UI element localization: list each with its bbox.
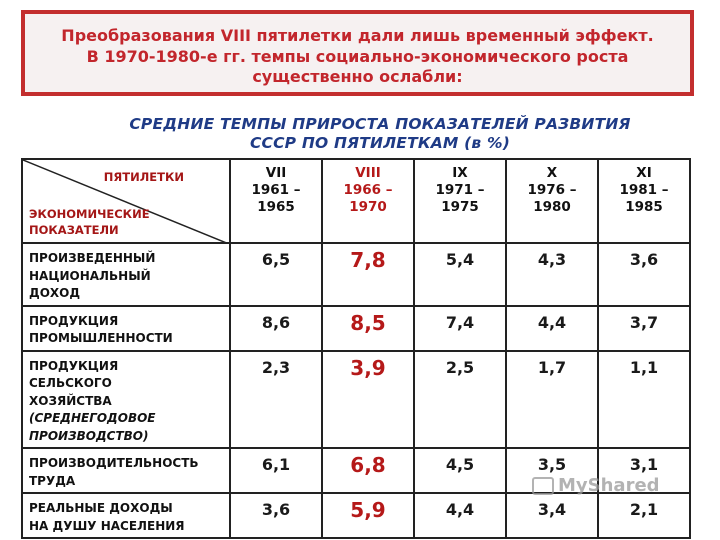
corner-periods-label: ПЯТИЛЕТКИ <box>103 170 184 184</box>
period-number: XI <box>636 165 652 181</box>
row-label-line: ПРОИЗВЕДЕННЫЙ <box>29 251 156 265</box>
value-cell: 5,4 <box>414 243 506 306</box>
watermark-icon <box>532 477 554 495</box>
table-title <box>80 115 680 153</box>
period-header <box>598 159 690 243</box>
corner-indicators-line-2: ПОКАЗАТЕЛИ <box>29 223 119 237</box>
row-label-line: ПРОДУКЦИЯ <box>29 358 119 373</box>
row-label-line: ПРОДУКЦИЯ <box>29 313 119 328</box>
value-cell: 3,6 <box>598 243 690 306</box>
period-years-end: 1985 <box>625 199 663 215</box>
period-number: IX <box>452 165 468 181</box>
value-cell: 1,1 <box>598 351 690 449</box>
corner-indicators-label <box>29 206 150 238</box>
period-years-end: 1980 <box>533 199 571 215</box>
period-number: VIII <box>355 165 381 181</box>
row-label-line: ПРОМЫШЛЕННОСТИ <box>29 331 173 345</box>
row-label <box>22 351 230 449</box>
row-label-note: (СРЕДНЕГОДОВОЕ <box>29 411 156 425</box>
value-cell: 3,7 <box>598 306 690 351</box>
value-cell: 6,8 <box>322 448 414 493</box>
period-years-end: 1965 <box>257 199 295 215</box>
value-cell: 3,5 <box>506 448 598 493</box>
header-banner <box>21 10 694 96</box>
value-cell: 6,5 <box>230 243 322 306</box>
corner-cell <box>22 159 230 243</box>
row-label-line: ДОХОД <box>29 286 81 300</box>
table-row <box>22 351 690 449</box>
row-label <box>22 306 230 351</box>
row-label <box>22 448 230 493</box>
value-cell: 7,4 <box>414 306 506 351</box>
row-label-line: СЕЛЬСКОГО <box>29 376 112 390</box>
row-label <box>22 493 230 538</box>
value-cell: 4,3 <box>506 243 598 306</box>
period-years-start: 1981 – <box>619 182 669 198</box>
table-row <box>22 243 690 306</box>
period-years-start: 1961 – <box>251 182 301 198</box>
value-cell: 3,6 <box>230 493 322 538</box>
row-label-line: ПРОИЗВОДИТЕЛЬНОСТЬ <box>29 456 199 470</box>
row-label <box>22 243 230 306</box>
corner-indicators-line-1: ЭКОНОМИЧЕСКИЕ <box>29 207 150 221</box>
period-years-end: 1975 <box>441 199 479 215</box>
row-label-line: РЕАЛЬНЫЕ ДОХОДЫ <box>29 501 173 515</box>
banner-line-1: Преобразования VIII пятилетки дали лишь временный эффект. <box>61 26 654 45</box>
period-header <box>506 159 598 243</box>
value-cell: 7,8 <box>322 243 414 306</box>
period-years-start: 1971 – <box>435 182 485 198</box>
banner-line-3: существенно ослабли: <box>252 67 463 86</box>
table-row <box>22 493 690 538</box>
value-cell: 4,5 <box>414 448 506 493</box>
value-cell: 5,9 <box>322 493 414 538</box>
row-label-line: НАЦИОНАЛЬНЫЙ <box>29 268 151 283</box>
period-number: X <box>546 165 558 181</box>
value-cell: 3,1 <box>598 448 690 493</box>
watermark-logo <box>532 475 660 496</box>
period-header <box>230 159 322 243</box>
banner-line-2: В 1970-1980-е гг. темпы социально-экономического роста <box>86 46 629 66</box>
table-row <box>22 306 690 351</box>
value-cell: 1,7 <box>506 351 598 449</box>
row-label-line: НА ДУШУ НАСЕЛЕНИЯ <box>29 518 185 533</box>
row-label-note: ПРОИЗВОДСТВО) <box>29 428 149 443</box>
value-cell: 6,1 <box>230 448 322 493</box>
value-cell: 4,4 <box>506 306 598 351</box>
value-cell: 8,6 <box>230 306 322 351</box>
value-cell: 4,4 <box>414 493 506 538</box>
row-label-line: ХОЗЯЙСТВА <box>29 393 112 408</box>
table-title-line-2-text: СССР ПО ПЯТИЛЕТКАМ (в %) <box>249 134 511 152</box>
period-years-end: 1970 <box>349 199 387 215</box>
row-label-line: ТРУДА <box>29 473 76 488</box>
period-years-start: 1976 – <box>527 182 577 198</box>
period-header <box>414 159 506 243</box>
period-years-start: 1966 – <box>343 182 393 198</box>
table-title-line-1: СРЕДНИЕ ТЕМПЫ ПРИРОСТА ПОКАЗАТЕЛЕЙ РАЗВИТИЯ <box>129 115 631 133</box>
period-number: VII <box>265 165 287 181</box>
value-cell: 2,5 <box>414 351 506 449</box>
watermark-text: MyShared <box>558 475 660 496</box>
value-cell: 2,3 <box>230 351 322 449</box>
table-title-line-2 <box>80 134 680 153</box>
value-cell: 3,4 <box>506 493 598 538</box>
value-cell: 2,1 <box>598 493 690 538</box>
table-header-row <box>22 159 690 243</box>
value-cell: 8,5 <box>322 306 414 351</box>
value-cell: 3,9 <box>322 351 414 449</box>
period-header <box>322 159 414 243</box>
